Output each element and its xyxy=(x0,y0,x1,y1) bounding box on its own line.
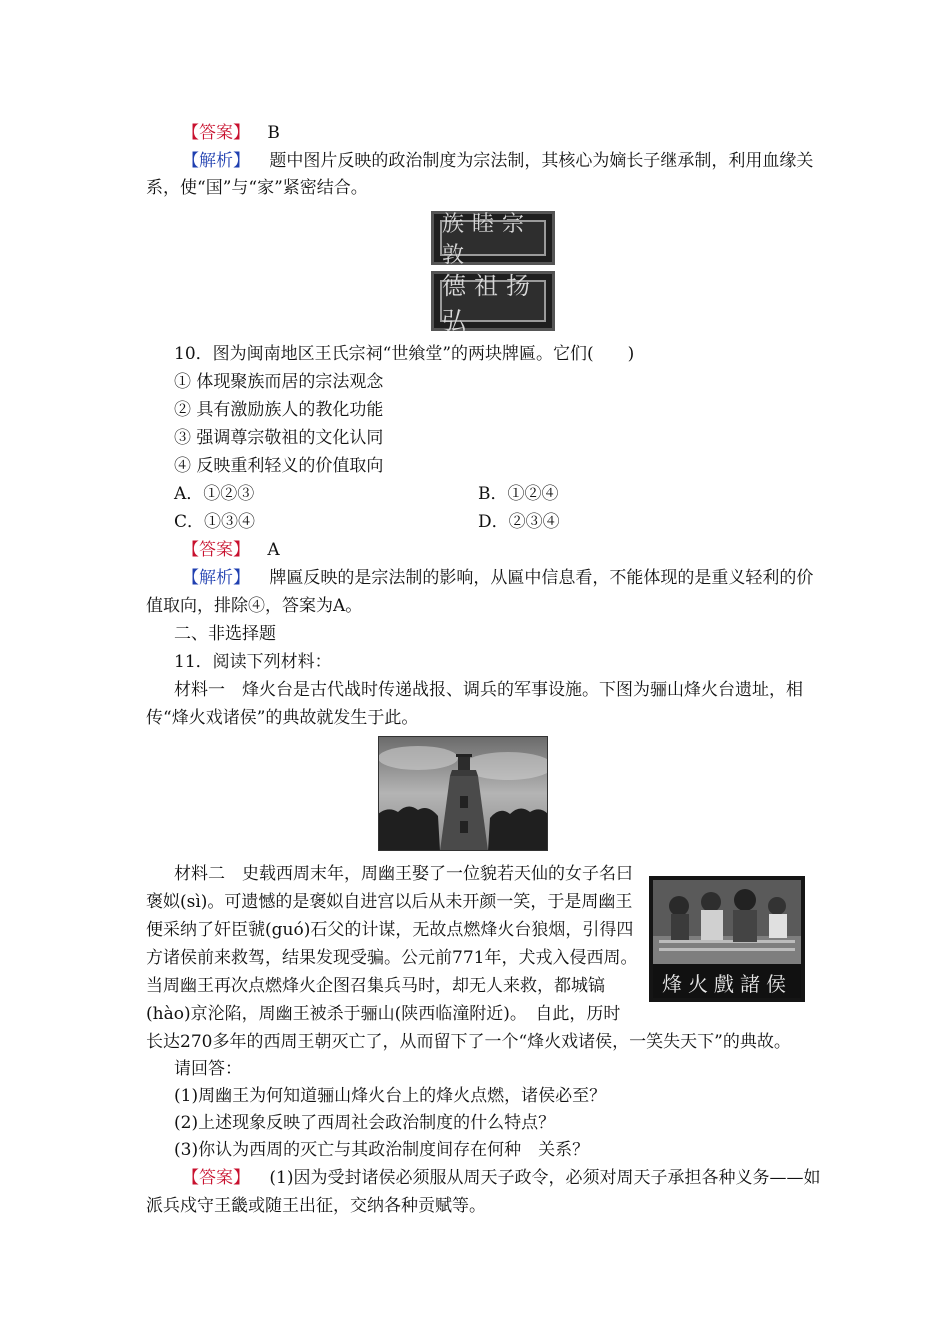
q10-item-3: ③ 强调尊宗敬祖的文化认同 xyxy=(174,428,384,448)
beacon-tower-photo xyxy=(378,736,548,851)
q11-material2-last-line: 长达270多年的西周王朝灭亡了，从而留下了一个“烽火戏诸侯，一笑失天下”的典故。 xyxy=(146,1032,791,1052)
q11-answer-line1 xyxy=(182,1167,821,1189)
q11-material2-line6: (hào)京沦陷，周幽王被杀于骊山(陕西临潼附近)。 自此，历时 xyxy=(146,1004,621,1024)
q10-item-1: ① 体现聚族而居的宗法观念 xyxy=(174,372,384,392)
q11-material2-line1: 材料二 史载西周末年，周幽王娶了一位貌若天仙的女子名曰 xyxy=(174,864,633,884)
q11-sub-2: (2)上述现象反映了西周社会政治制度的什么特点？ xyxy=(174,1113,556,1133)
beacon-story-illustration xyxy=(649,876,805,1002)
plaque-bottom-image xyxy=(431,271,555,335)
q10-option-a: A．①②③ xyxy=(174,484,255,504)
q11-material1-line2: 传“烽火戏诸侯”的典故就发生于此。 xyxy=(146,708,419,728)
q10-option-d: D．②③④ xyxy=(478,512,560,532)
analysis-text: 题中图片反映的政治制度为宗法制，其核心为嫡长子继承制，利用血缘关 xyxy=(269,151,814,171)
q9-answer xyxy=(182,122,280,144)
answer-value: A xyxy=(267,540,280,560)
plaque-top-image xyxy=(431,211,555,268)
q9-analysis-line1 xyxy=(182,150,813,172)
q10-option-c: C．①③④ xyxy=(174,512,256,532)
q10-stem: 10．图为闽南地区王氏宗祠“世飨堂”的两块牌匾。它们( ) xyxy=(174,344,635,364)
q10-analysis-line2: 值取向，排除④，答案为A。 xyxy=(146,596,363,616)
analysis-tag: 【解析】 xyxy=(182,151,250,171)
q10-answer xyxy=(182,539,280,561)
q11-material2-line5: 当周幽王再次点燃烽火企图召集兵马时，却无人来救，都城镐 xyxy=(146,976,605,996)
section-heading: 二、非选择题 xyxy=(174,624,276,644)
illustration-caption: 烽火戲諸侯 xyxy=(662,972,792,996)
answer-tag: 【答案】 xyxy=(182,540,250,560)
analysis-tag: 【解析】 xyxy=(182,568,250,588)
q10-analysis-line1 xyxy=(182,567,813,589)
q10-item-4: ④ 反映重利轻义的价值取向 xyxy=(174,456,384,476)
q11-material2-line2: 褒姒(sì)。可遗憾的是褒姒自进宫以后从未开颜一笑，于是周幽王 xyxy=(146,892,633,912)
q11-sub-3: (3)你认为西周的灭亡与其政治制度间存在何种 关系？ xyxy=(174,1140,590,1160)
q11-answer-line2: 派兵戍守王畿或随王出征，交纳各种贡赋等。 xyxy=(146,1196,486,1216)
q10-option-b: B．①②④ xyxy=(478,484,559,504)
q11-material2-line3: 便采纳了奸臣虢(guó)石父的计谋，无故点燃烽火台狼烟，引得四 xyxy=(146,920,634,940)
answer-value: B xyxy=(267,123,280,143)
answer-tag: 【答案】 xyxy=(182,1168,250,1188)
q11-ask: 请回答： xyxy=(174,1059,242,1079)
q10-item-2: ② 具有激励族人的教化功能 xyxy=(174,400,384,420)
q11-sub-1: (1)周幽王为何知道骊山烽火台上的烽火点燃，诸侯必至？ xyxy=(174,1086,607,1106)
q9-analysis-line2: 系，使“国”与“家”紧密结合。 xyxy=(146,178,368,198)
answer-text: (1)因为受封诸侯必须服从周天子政令，必须对周天子承担各种义务——如 xyxy=(269,1168,821,1188)
answer-tag: 【答案】 xyxy=(182,123,250,143)
plaque-bottom-text: 德祖扬弘 xyxy=(442,272,538,335)
q11-stem: 11．阅读下列材料： xyxy=(174,652,332,672)
analysis-text: 牌匾反映的是宗法制的影响，从匾中信息看，不能体现的是重义轻利的价 xyxy=(269,568,814,588)
q11-material1-line1: 材料一 烽火台是古代战时传递战报、调兵的军事设施。下图为骊山烽火台遗址，相 xyxy=(174,680,803,700)
q11-material2-line4: 方诸侯前来救驾，结果发现受骗。公元前771年，犬戎入侵西周。 xyxy=(146,948,638,968)
plaque-top-text: 族睦宗敦 xyxy=(442,212,533,268)
